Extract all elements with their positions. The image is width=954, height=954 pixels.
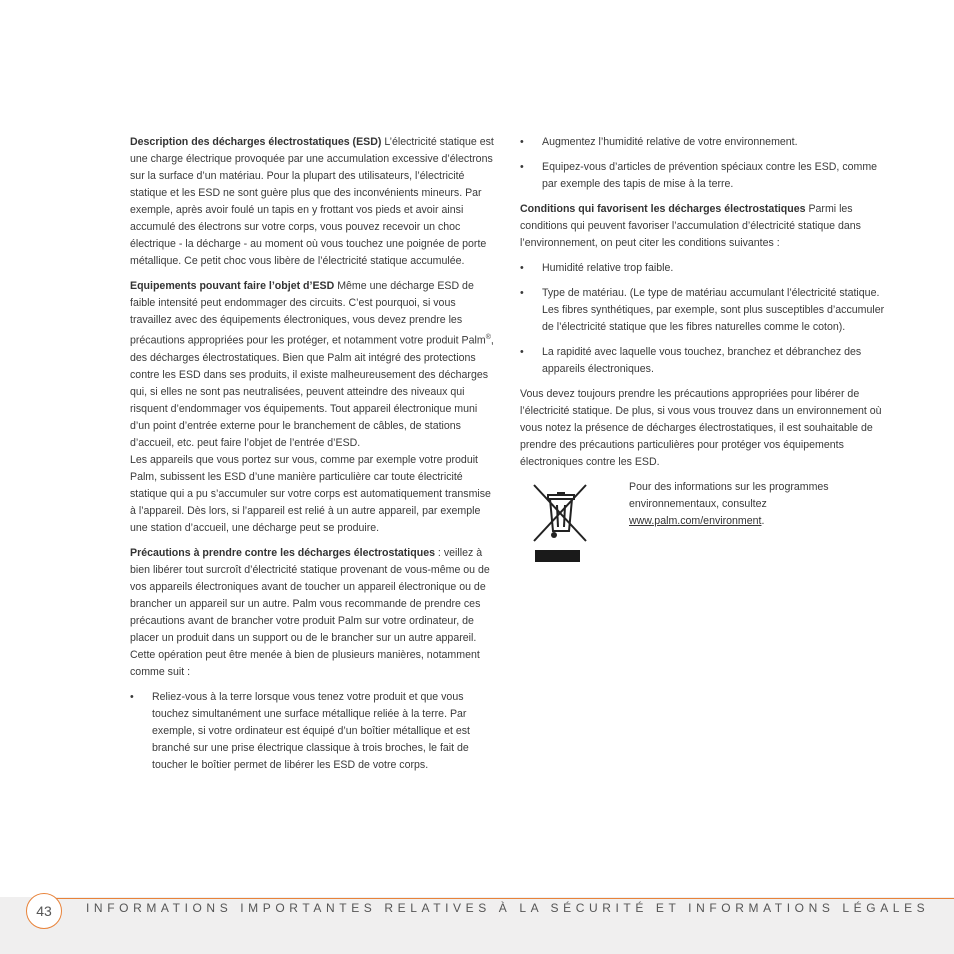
equipment-text-b: , des décharges électrostatiques. Bien que Palm ait intégré des protections contre les ESD dans ses produits, il existe malheureusement des décharges qui, si elles ne sont pas neutralisées, peuvent atteindre des niveaux qui risquent d’endommager vos équipements. Tout appareil électronique muni d’un point d’entrée externe pour le branchement de câbles, de stations d’accueil, etc. peut faire l’objet de l’entrée d’ESD. <box>130 334 494 449</box>
equipment-heading: Equipements pouvant faire l’objet d’ESD <box>130 280 335 292</box>
precaution-bullet-list <box>520 134 890 193</box>
always-precautions-paragraph: Vous devez toujours prendre les précautions appropriées pour libérer de l’électricité statique. De plus, si vous vous trouvez dans un environnement où vous notez la présence de décharges électrostatiques, il est souhaitable de prendre des précautions particulières pour protéger vos équipements électroniques contre les ESD. <box>520 388 882 468</box>
footer-divider <box>48 898 954 899</box>
esd-description-heading: Description des décharges électrostatiques (ESD) <box>130 136 382 148</box>
environment-info <box>520 479 890 569</box>
conditions-bullet-list <box>520 260 890 378</box>
precautions-text: : veillez à bien libérer tout surcroît d’électricité statique provenant de vous-même ou de vos appareils électroniques avant de toucher un appareil électronique ou de brancher un appareil sur un autre. Palm vous recommande de prendre ces précautions avant de brancher votre produit Palm sur votre ordinateur, de placer un produit dans un support ou de le brancher sur un autre appareil. Cette opération peut être menée à bien de plusieurs manières, notamment comme suit : <box>130 546 490 678</box>
list-item: • La rapidité avec laquelle vous touchez, branchez et débranchez des appareils électroniques. <box>520 344 890 378</box>
crossed-out-wheelie-bin-icon <box>530 483 590 565</box>
precautions-paragraph <box>130 545 498 681</box>
list-item: • Reliez-vous à la terre lorsque vous tenez votre produit et que vous touchez simultanément une surface métallique reliée à la terre. Par exemple, si votre ordinateur est équipé d’un boîtier métallique et est branché sur une prise électrique classique à trois broches, le fait de toucher le boîtier permet de libérer les ESD de votre corps. <box>130 689 498 774</box>
left-bullet-list <box>130 689 498 774</box>
list-item: • Equipez-vous d’articles de prévention spéciaux contre les ESD, comme par exemple des tapis de mise à la terre. <box>520 159 890 193</box>
registered-mark: ® <box>485 334 491 341</box>
list-item: • Augmentez l’humidité relative de votre environnement. <box>520 134 890 151</box>
left-column <box>130 134 498 782</box>
equipment-paragraph <box>130 278 498 537</box>
right-column <box>520 134 890 569</box>
precautions-heading: Précautions à prendre contre les décharges électrostatiques <box>130 546 435 559</box>
esd-description-paragraph <box>130 134 498 270</box>
environment-link[interactable]: www.palm.com/environment <box>629 515 762 527</box>
esd-description-text: L’électricité statique est une charge électrique provoquée par une accumulation excessive d’électrons sur la surface d’un matériau. Pour la plupart des utilisateurs, l’électricité statique et les ESD ne sont guère plus que des inconvénients mineurs. Par exemple, après avoir foulé un tapis en y frottant vos pieds et avoir ainsi accumulé des électrons sur votre corps, vous pouvez recevoir un choc électrique - la décharge - au moment où vous touchez une poignée de porte métallique. Ce petit choc vous libère de l’électricité statique accumulée. <box>130 136 494 267</box>
environment-sentence: Pour des informations sur les programmes environnementaux, consultez <box>629 481 829 510</box>
list-item: • Type de matériau. (Le type de matériau accumulant l’électricité statique. Les fibres synthétiques, par exemple, sont plus susceptibles d’accumuler de l’électricité statique que les fibres naturelles comme le coton). <box>520 285 890 336</box>
conditions-heading: Conditions qui favorisent les décharges électrostatiques <box>520 203 806 215</box>
equipment-text-a: Même une décharge ESD de faible intensité peut endommager des circuits. C’est pourquoi, si vous travaillez avec des équipements électroniques, vous devez prendre les précautions appropriées pour les protéger, et notamment votre produit Palm <box>130 280 486 347</box>
page-number: 43 <box>26 893 62 929</box>
conditions-paragraph <box>520 201 890 252</box>
footer-title: INFORMATIONS IMPORTANTES RELATIVES À LA SÉCURITÉ ET INFORMATIONS LÉGALES <box>86 901 930 915</box>
environment-text <box>629 479 869 530</box>
environment-period: . <box>761 515 765 527</box>
conditions-text: Parmi les conditions qui peuvent favoriser l’accumulation d’électricité statique dans l’environnement, on peut citer les conditions suivantes : <box>520 203 861 249</box>
list-item: • Humidité relative trop faible. <box>520 260 890 277</box>
equipment-text-c: Les appareils que vous portez sur vous, comme par exemple votre produit Palm, subissent les ESD d’une manière particulière car toute électricité statique qui a pu s’accumuler sur votre corps est automatiquement transmise à l’appareil. Dès lors, si l’appareil est relié à un autre appareil, par exemple une station d’accueil, une décharge peut se produire. <box>130 453 491 534</box>
